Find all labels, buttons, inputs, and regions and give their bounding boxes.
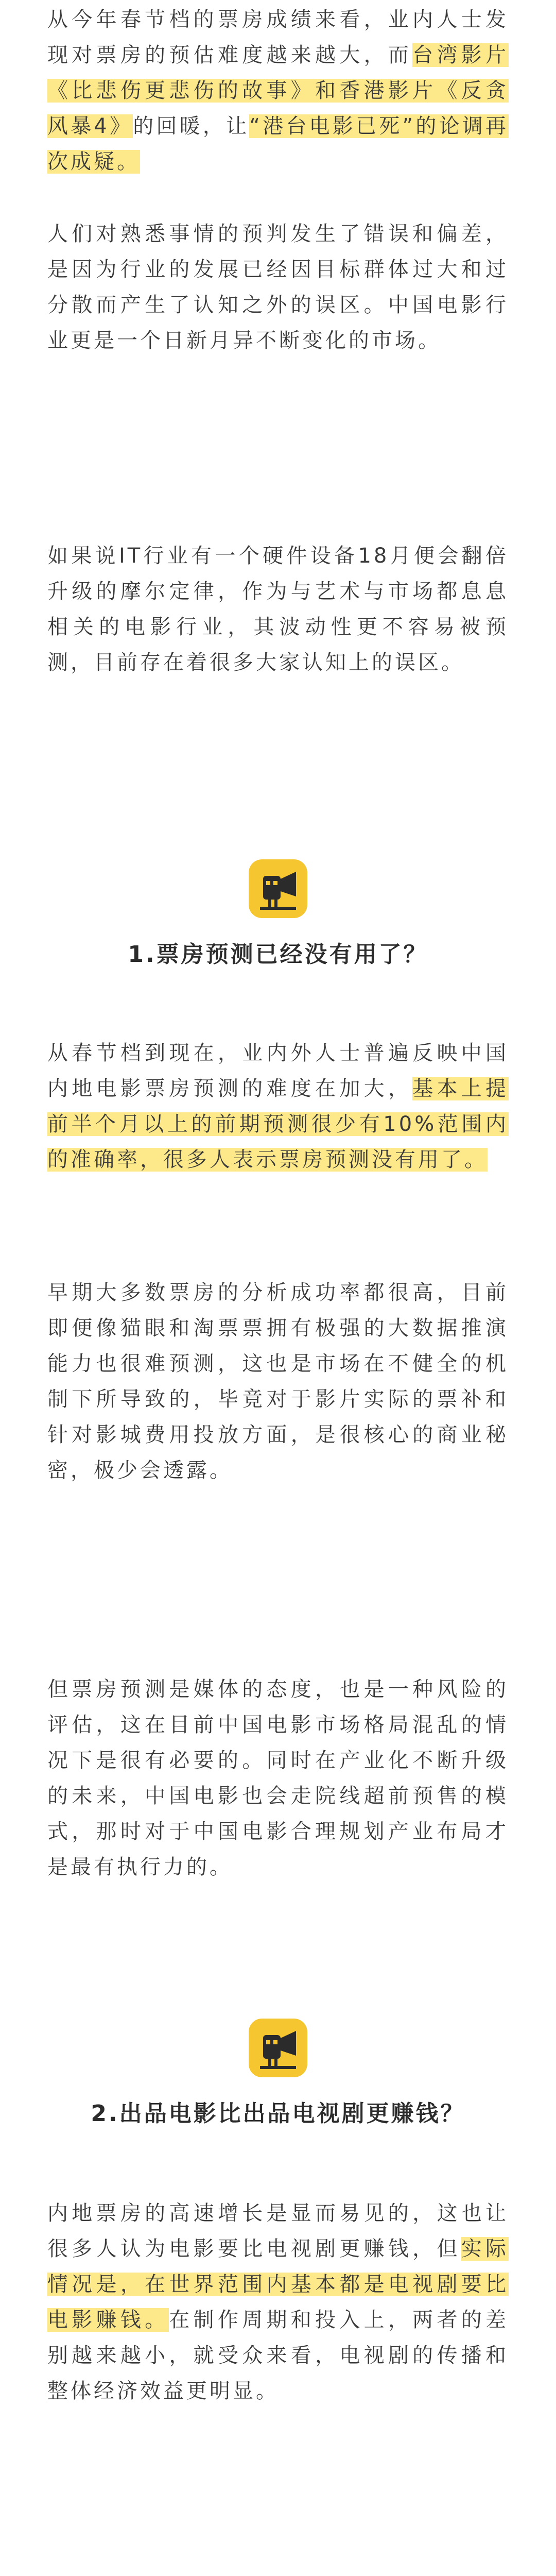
robot-megaphone-icon bbox=[245, 855, 311, 922]
section-2-paragraph-1 bbox=[47, 2196, 509, 2409]
robot-megaphone-icon bbox=[245, 2014, 311, 2081]
intro-paragraph-1 bbox=[47, 2, 509, 180]
section-2-title: 2.出品电影比出品电视剧更赚钱？ bbox=[91, 2100, 465, 2127]
section-2-header bbox=[47, 2014, 509, 2128]
intro-paragraph-3: 如果说IT行业有一个硬件设备18月便会翻倍升级的摩尔定律，作为与艺术与市场都息息相关的电影行业，其波动性更不容易被预测，目前存在着很多大家认知上的误区。 bbox=[47, 544, 509, 674]
section-1-p1-highlight: 基本上提前半个月以上的前期预测很少有10%范围内的准确率，很多人表示票房预测没有用了。 bbox=[47, 1077, 509, 1172]
section-2-p1-highlight: 实际情况是，在世界范围内基本都是电视剧要比电影赚钱。 bbox=[47, 2237, 509, 2332]
section-2-p1-text-a: 内地票房的高速增长是显而易见的，这也让很多人认为电影要比电视剧更赚钱，但 bbox=[47, 2201, 509, 2261]
section-1-p1-text: 从春节档到现在，业内外人士普遍反映中国内地电影票房预测的难度在加大， bbox=[47, 1041, 509, 1100]
section-1-title: 1.票房预测已经没有用了？ bbox=[128, 941, 428, 968]
intro-paragraph-2: 人们对熟悉事情的预判发生了错误和偏差，是因为行业的发展已经因目标群体过大和过分散而产生了认知之外的误区。中国电影行业更是一个日新月异不断变化的市场。 bbox=[47, 222, 509, 352]
section-1-paragraph-2: 早期大多数票房的分析成功率都很高，目前即便像猫眼和淘票票拥有极强的大数据推演能力也很难预测，这也是市场在不健全的机制下所导致的，毕竟对于影片实际的票补和针对影城费用投放方面，是很核心的商业秘密，极少会透露。 bbox=[47, 1281, 509, 1482]
section-1-header bbox=[47, 855, 509, 969]
section-1-paragraph-3: 但票房预测是媒体的态度，也是一种风险的评估，这在目前中国电影市场格局混乱的情况下是很有必要的。同时在产业化不断升级的未来，中国电影也会走院线超前预售的模式，那时对于中国电影合理规划产业布局才是最有执行力的。 bbox=[47, 1677, 509, 1879]
section-2-p1-text-b: 在制作周期和投入上，两者的差别越来越小，就受众来看，电视剧的传播和整体经济效益更明显。 bbox=[47, 2308, 509, 2403]
intro-p1-text-a: 从今年春节档的票房成绩来看，业内人士发现对票房的预估难度越来越大，而 bbox=[47, 8, 509, 67]
section-1-paragraph-1 bbox=[47, 1036, 509, 1178]
intro-p1-text-b: 的回暖，让 bbox=[133, 114, 250, 138]
intro-p1-text-c: 的论调再次成疑。 bbox=[47, 114, 509, 174]
intro-p1-highlight: 台湾影片《比悲伤更悲伤的故事》和香港影片《反贪风暴4》 bbox=[47, 43, 509, 138]
intro-p1-highlight-2: “港台电影已死” bbox=[249, 114, 416, 138]
